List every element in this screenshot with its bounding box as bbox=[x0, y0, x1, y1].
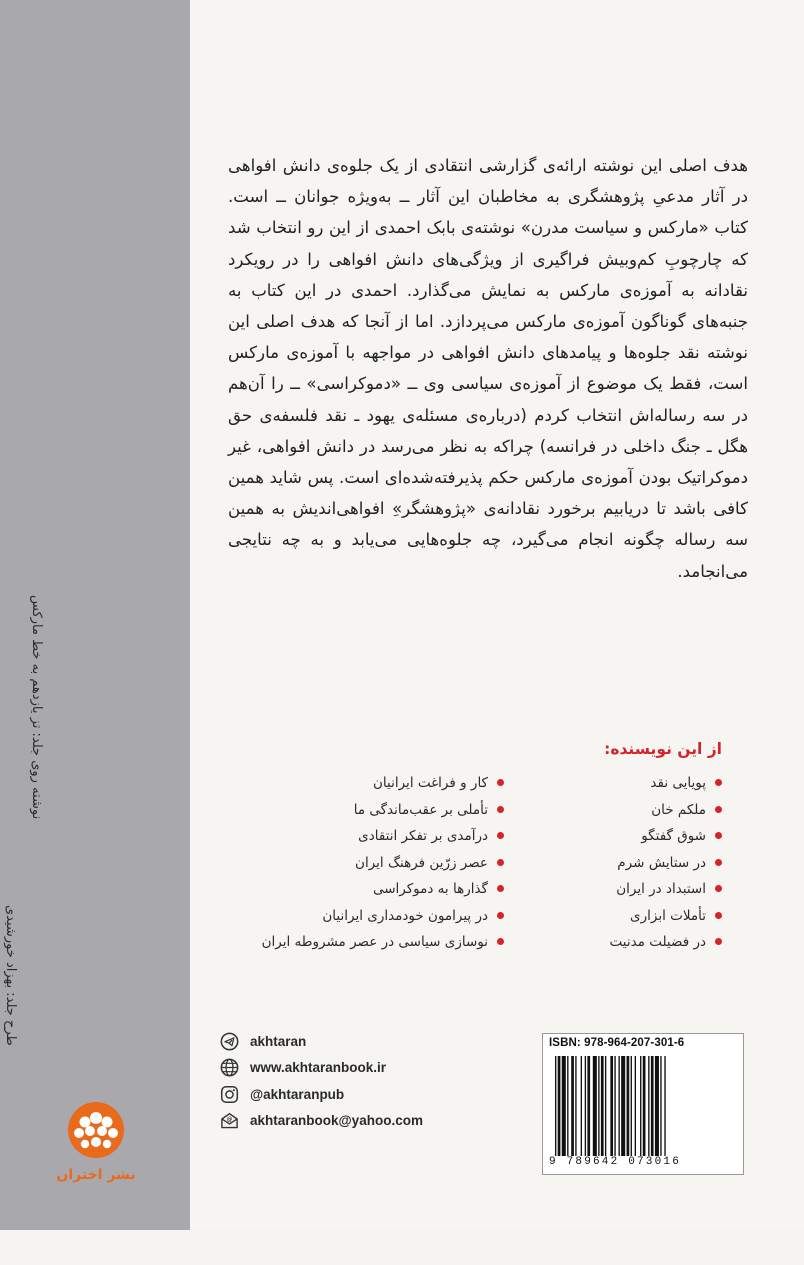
barcode-bar bbox=[562, 1056, 566, 1156]
bullet-icon bbox=[497, 938, 504, 945]
book-list-right bbox=[562, 770, 722, 956]
isbn-barcode-box bbox=[542, 1033, 744, 1175]
book-title bbox=[244, 797, 504, 824]
publisher-name: نشر اختران bbox=[56, 1167, 136, 1183]
instagram-handle[interactable]: @akhtaranpub bbox=[250, 1086, 345, 1102]
book-title bbox=[562, 903, 722, 930]
barcode-bar bbox=[664, 1056, 665, 1156]
bullet-icon bbox=[497, 832, 504, 839]
book-title-text: شوق گفتگو bbox=[641, 828, 706, 844]
bullet-icon bbox=[497, 806, 504, 813]
contact-instagram[interactable] bbox=[220, 1081, 423, 1108]
barcode-bar bbox=[581, 1056, 582, 1156]
bullet-icon bbox=[715, 859, 722, 866]
barcode-bar bbox=[640, 1056, 641, 1156]
contact-list bbox=[220, 1028, 423, 1134]
bullet-icon bbox=[715, 885, 722, 892]
barcode-bar bbox=[610, 1056, 613, 1156]
book-title-text: کار و فراغت ایرانیان bbox=[373, 775, 488, 791]
barcode-bar bbox=[575, 1056, 576, 1156]
bullet-icon bbox=[715, 832, 722, 839]
barcode-bar bbox=[605, 1056, 606, 1156]
barcode-bar bbox=[585, 1056, 586, 1156]
book-title-text: تأملات ابزاری bbox=[630, 907, 706, 924]
barcode-digits: 9 789642 073016 bbox=[549, 1156, 682, 1168]
book-title bbox=[562, 770, 722, 797]
contact-email[interactable] bbox=[220, 1108, 423, 1135]
svg-text:@: @ bbox=[226, 1117, 233, 1124]
barcode-bar bbox=[627, 1056, 630, 1156]
book-title-text: در ستایش شرم bbox=[617, 854, 706, 871]
book-title bbox=[244, 876, 504, 903]
book-title bbox=[562, 929, 722, 956]
barcode-bar bbox=[635, 1056, 636, 1156]
book-title-text: درآمدی بر تفکر انتقادی bbox=[358, 828, 488, 844]
book-title-text: نوسازی سیاسی در عصر مشروطه ایران bbox=[261, 934, 488, 950]
barcode-bar bbox=[598, 1056, 599, 1156]
book-title bbox=[562, 850, 722, 877]
other-books-heading: از این نویسنده: bbox=[604, 740, 722, 758]
barcode-bar bbox=[655, 1056, 659, 1156]
barcode-bar bbox=[601, 1056, 604, 1156]
telegram-handle[interactable]: akhtaran bbox=[250, 1033, 307, 1049]
barcode-bar bbox=[567, 1056, 568, 1156]
barcode-bar bbox=[643, 1056, 646, 1156]
book-title bbox=[244, 770, 504, 797]
book-title bbox=[244, 850, 504, 877]
barcode-bar bbox=[648, 1056, 649, 1156]
book-list-left bbox=[244, 770, 504, 956]
bullet-icon bbox=[715, 779, 722, 786]
publisher-logo-icon bbox=[66, 1100, 126, 1160]
blurb bbox=[228, 150, 748, 587]
book-title bbox=[244, 929, 504, 956]
telegram-icon bbox=[220, 1032, 239, 1051]
book-title bbox=[562, 876, 722, 903]
barcode-bar bbox=[618, 1056, 619, 1156]
book-title bbox=[244, 903, 504, 930]
blurb-paragraph: هدف اصلی این نوشته ارائه‌ی گزارشی انتقادی از یک جلوه‌ی دانش افواهی در آثار مدعیِ پژوهشگری به مخاطبان این آثار ــ به‌ویژه جوانان ــ است. کتاب «مارکس و سیاست مدرن» نوشته‌ی بابک احمدی از این رو انتخاب شد که چارچوبِ کم‌وبیش فراگیری از ویژگی‌های دانش افواهی را در رویکرد نقادانه به آموزه‌ی مارکس به نمایش می‌گذارد. احمدی در این کتاب به جنبه‌های گوناگون آموزه‌ی مارکس می‌پردازد. اما از آنجا که هدف اصلی این نوشته نقد جلوه‌ها و پیامدهای دانش افواهی در مواجهه با آموزه‌ی مارکس است، فقط یک موضوع از آموزه‌ی سیاسی وی ــ «دموکراسی» ــ را آن‌هم در سه رساله‌اش انتخاب کردم (درباره‌ی مسئله‌ی یهود ـ نقد فلسفه‌ی حق هگل ـ جنگ داخلی در فرانسه) چراکه به نظر می‌رسد در دانش افواهی، غیر دموکراتیک بودن آموزه‌ی مارکس حکم پذیرفته‌شده‌ای است. پس شاید همین کافی باشد تا دریابیم برخورد نقادانه‌ی «پژوهشگر»ِ افواهی‌اندیش به همین سه رساله چگونه انجام می‌گیرد، چه جلوه‌هایی می‌یابد و به چه نتایجی می‌انجامد. bbox=[228, 156, 748, 581]
bullet-icon bbox=[715, 938, 722, 945]
book-title bbox=[244, 823, 504, 850]
barcode bbox=[553, 1056, 733, 1156]
contact-website[interactable] bbox=[220, 1055, 423, 1082]
globe-icon bbox=[220, 1058, 239, 1077]
barcode-bar bbox=[651, 1056, 654, 1156]
bullet-icon bbox=[497, 912, 504, 919]
email-address[interactable]: akhtaranbook@yahoo.com bbox=[250, 1113, 423, 1129]
barcode-bar bbox=[660, 1056, 661, 1156]
bullet-icon bbox=[715, 806, 722, 813]
isbn-label: ISBN: 978-964-207-301-6 bbox=[549, 1037, 685, 1049]
book-title-text: تأملی بر عقب‌ماندگی ما bbox=[353, 801, 488, 818]
cover-text-credit: نوشته روی جلد: تز یازدهم به خط مارکس bbox=[29, 595, 44, 820]
book-title bbox=[562, 823, 722, 850]
book-title-text: پویایی نقد bbox=[650, 775, 706, 791]
barcode-bar bbox=[571, 1056, 574, 1156]
bullet-icon bbox=[497, 779, 504, 786]
bullet-icon bbox=[497, 859, 504, 866]
contact-telegram[interactable] bbox=[220, 1028, 423, 1055]
barcode-bar bbox=[558, 1056, 561, 1156]
bullet-icon bbox=[497, 885, 504, 892]
email-icon bbox=[220, 1111, 239, 1130]
barcode-bar bbox=[621, 1056, 625, 1156]
book-title-text: عصر زرّین فرهنگ ایران bbox=[355, 854, 488, 871]
book-title-text: ملکم خان bbox=[651, 801, 706, 818]
book-title-text: در پیرامون خودمداری ایرانیان bbox=[322, 907, 488, 924]
barcode-bar bbox=[593, 1056, 597, 1156]
barcode-bar bbox=[587, 1056, 590, 1156]
website-link[interactable]: www.akhtaranbook.ir bbox=[250, 1060, 387, 1076]
cover-design-credit: طرح جلد: بهزاد خورشیدی bbox=[3, 905, 18, 1046]
barcode-bar bbox=[631, 1056, 632, 1156]
book-title-text: استبداد در ایران bbox=[616, 881, 706, 897]
bullet-icon bbox=[715, 912, 722, 919]
barcode-bar bbox=[555, 1056, 556, 1156]
book-title-text: گذارها به دموکراسی bbox=[372, 881, 488, 897]
book-title-text: در فضیلت مدنیت bbox=[609, 934, 706, 950]
instagram-icon bbox=[220, 1085, 239, 1104]
book-title bbox=[562, 797, 722, 824]
barcode-bar bbox=[614, 1056, 615, 1156]
